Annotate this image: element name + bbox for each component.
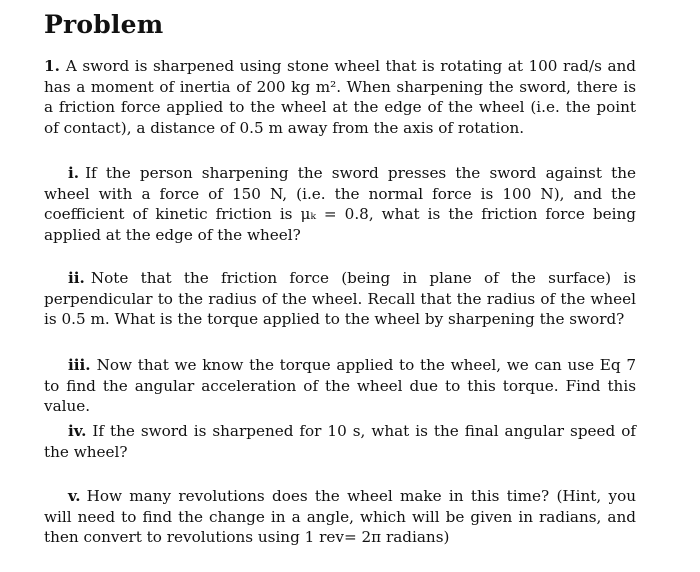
problem-text: A sword is sharpened using stone wheel that is rotating at 100 rad/s and has a moment of inertia of 200 kg m². When sharpening the sword, there is a friction force applied to the wheel at the edge of the wheel (i.e. the point of contact), a distance of 0.5 m away from the axis of rotation. xyxy=(44,57,636,137)
problem-number: 1. xyxy=(44,57,60,75)
part-v-number: v. xyxy=(68,487,81,505)
part-v xyxy=(44,486,636,548)
part-v-text: How many revolutions does the wheel make in this time? (Hint, you will need to find the change in a angle, which will be given in radians, and then convert to revolutions using 1 rev= 2π radians) xyxy=(44,487,636,546)
part-iv xyxy=(44,421,636,462)
part-iv-number: iv. xyxy=(68,422,87,440)
page-title: Problem xyxy=(44,10,164,39)
part-i xyxy=(44,163,636,245)
problem-statement xyxy=(44,56,636,138)
part-iv-text: If the sword is sharpened for 10 s, what is the final angular speed of the wheel? xyxy=(44,422,636,461)
part-iii-number: iii. xyxy=(68,356,91,374)
part-ii-number: ii. xyxy=(68,269,85,287)
part-ii xyxy=(44,268,636,330)
part-iii xyxy=(44,355,636,417)
part-i-text: If the person sharpening the sword presses the sword against the wheel with a force of 150 N, (i.e. the normal force is 100 N), and the coefficient of kinetic friction is μₖ = 0.8, what is the friction force being applied at the edge of the wheel? xyxy=(44,164,636,244)
part-i-number: i. xyxy=(68,164,80,182)
part-iii-text: Now that we know the torque applied to the wheel, we can use Eq 7 to find the angular acceleration of the wheel due to this torque. Find this value. xyxy=(44,356,636,415)
part-ii-text: Note that the friction force (being in plane of the surface) is perpendicular to the radius of the wheel. Recall that the radius of the wheel is 0.5 m. What is the torque applied to the wheel by sharpening the sword? xyxy=(44,269,636,328)
